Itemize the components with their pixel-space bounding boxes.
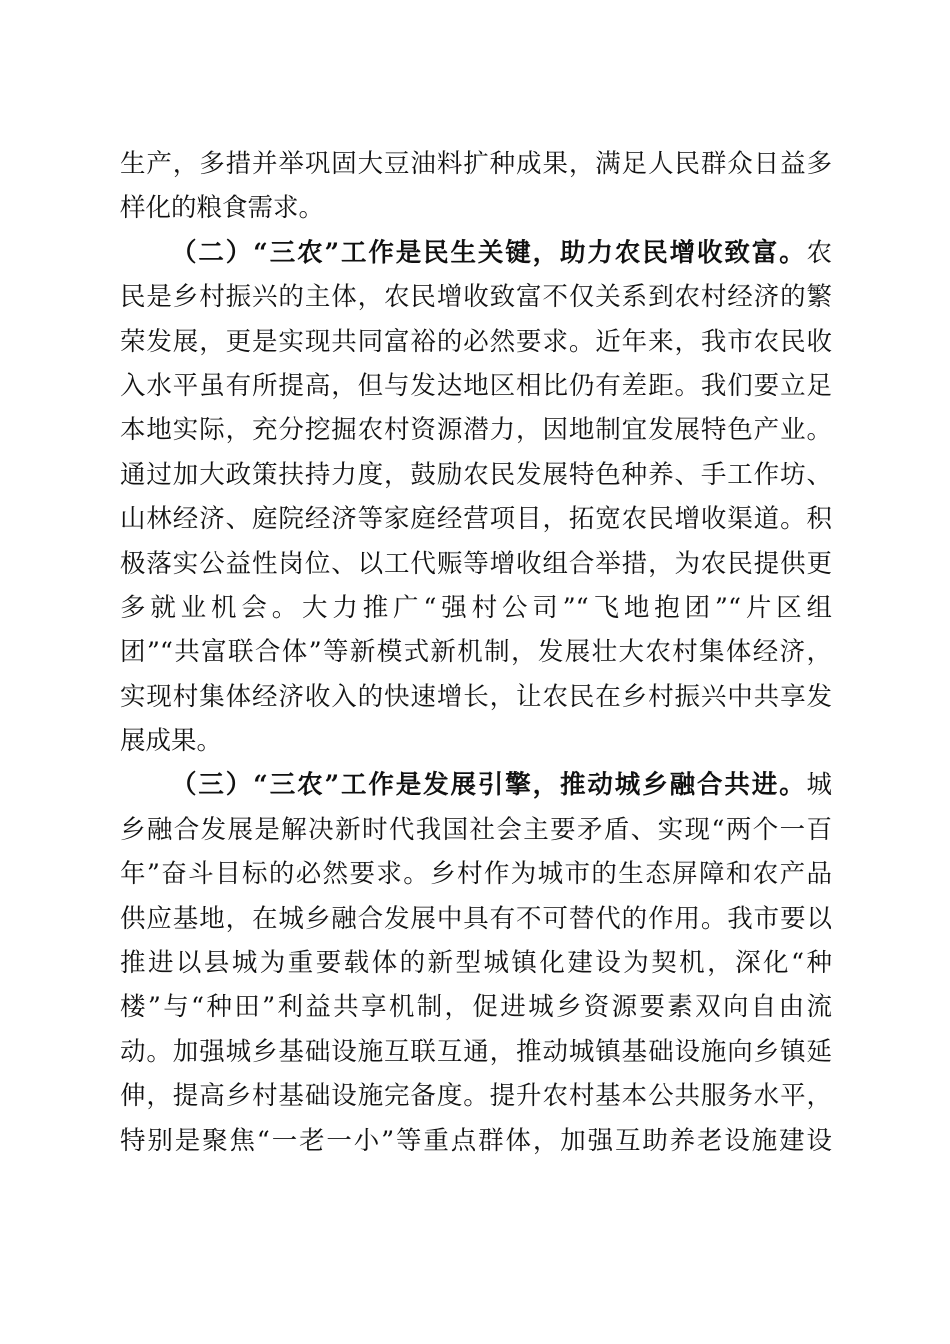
text-line: 年”奋斗目标的必然要求。乡村作为城市的生态屏障和农产品 bbox=[120, 859, 832, 890]
text-line: 本地实际，充分挖掘农村资源潜力，因地制宜发展特色产业。 bbox=[120, 415, 832, 446]
text-run: 农 bbox=[806, 237, 832, 268]
text-line: 民是乡村振兴的主体，农民增收致富不仅关系到农村经济的繁 bbox=[120, 282, 832, 313]
section-heading: （三）“三农”工作是发展引擎，推动城乡融合共进。 bbox=[171, 770, 807, 801]
text-line: 推进以县城为重要载体的新型城镇化建设为契机，深化“种 bbox=[120, 948, 832, 979]
text-line: 极落实公益性岗位、以工代赈等增收组合举措，为农民提供更 bbox=[120, 548, 832, 579]
text-line: 多就业机会。大力推广“强村公司”“飞地抱团”“片区组 bbox=[120, 592, 832, 623]
body-text bbox=[120, 142, 832, 1163]
paragraph-first-line bbox=[120, 231, 832, 275]
text-line: 团”“共富联合体”等新模式新机制，发展壮大农村集体经济， bbox=[120, 637, 832, 668]
text-line: 入水平虽有所提高，但与发达地区相比仍有差距。我们要立足 bbox=[120, 370, 832, 401]
text-line: 楼”与“种田”利益共享机制，促进城乡资源要素双向自由流 bbox=[120, 992, 832, 1023]
text-line: 荣发展，更是实现共同富裕的必然要求。近年来，我市农民收 bbox=[120, 326, 832, 357]
text-line: 动。加强城乡基础设施互联互通，推动城镇基础设施向乡镇延 bbox=[120, 1036, 832, 1067]
text-line: 样化的粮食需求。 bbox=[120, 193, 325, 224]
text-line: 实现村集体经济收入的快速增长，让农民在乡村振兴中共享发 bbox=[120, 681, 832, 712]
text-line: 特别是聚焦“一老一小”等重点群体，加强互助养老设施建设 bbox=[120, 1125, 832, 1156]
paragraph-first-line bbox=[120, 763, 832, 807]
text-line: 伸，提高乡村基础设施完备度。提升农村基本公共服务水平， bbox=[120, 1081, 832, 1112]
text-line: 展成果。 bbox=[120, 726, 223, 757]
text-line: 生产，多措并举巩固大豆油料扩种成果，满足人民群众日益多 bbox=[120, 149, 832, 179]
section-heading: （二）“三农”工作是民生关键，助力农民增收致富。 bbox=[171, 237, 807, 268]
text-run: 城 bbox=[806, 770, 832, 801]
text-line: 山林经济、庭院经济等家庭经营项目，拓宽农民增收渠道。积 bbox=[120, 504, 832, 535]
text-line: 供应基地，在城乡融合发展中具有不可替代的作用。我市要以 bbox=[120, 903, 832, 934]
text-line: 乡融合发展是解决新时代我国社会主要矛盾、实现“两个一百 bbox=[120, 814, 832, 845]
text-line: 通过加大政策扶持力度，鼓励农民发展特色种养、手工作坊、 bbox=[120, 459, 832, 490]
